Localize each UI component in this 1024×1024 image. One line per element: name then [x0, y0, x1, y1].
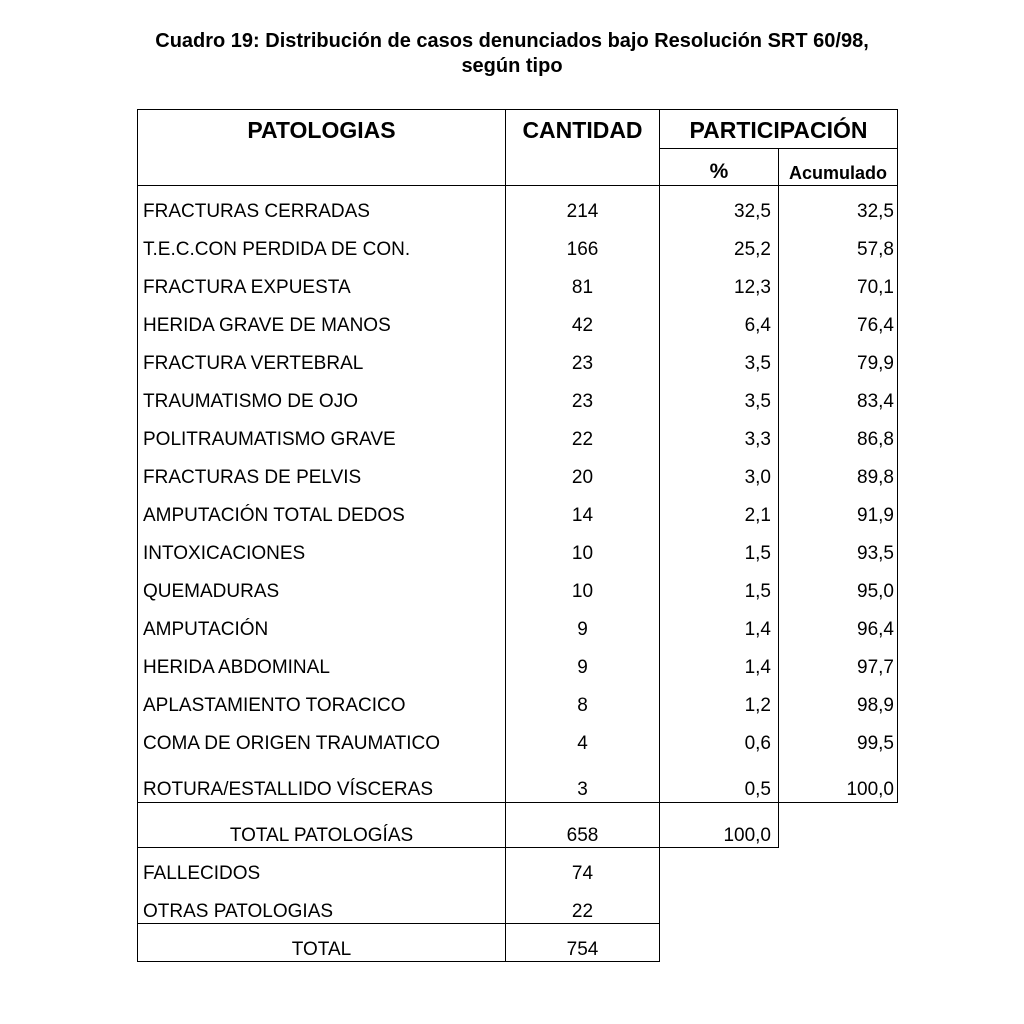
- row-acumulado: 57,8: [857, 239, 894, 260]
- row-percent: 1,2: [744, 695, 771, 716]
- row-percent: 3,3: [744, 429, 771, 450]
- row-acumulado: 97,7: [857, 657, 894, 678]
- row-label: HERIDA GRAVE DE MANOS: [143, 315, 391, 336]
- fallecidos-cantidad: 74: [571, 863, 594, 884]
- row-percent: 0,5: [744, 779, 771, 800]
- row-label: FRACTURAS CERRADAS: [143, 201, 370, 222]
- table-border: [137, 923, 660, 924]
- row-acumulado: 86,8: [857, 429, 894, 450]
- row-label: AMPUTACIÓN: [143, 619, 269, 640]
- table-border: [137, 109, 898, 110]
- row-cantidad: 8: [577, 695, 588, 716]
- row-label: FRACTURAS DE PELVIS: [143, 467, 362, 488]
- row-acumulado: 76,4: [857, 315, 894, 336]
- total-patologias-cantidad: 658: [566, 825, 599, 846]
- header-participacion: PARTICIPACIÓN: [689, 117, 868, 143]
- table-border: [137, 847, 779, 848]
- row-acumulado: 32,5: [857, 201, 894, 222]
- row-label: FRACTURA VERTEBRAL: [143, 353, 364, 374]
- row-cantidad: 3: [577, 779, 588, 800]
- table-border: [660, 148, 898, 149]
- row-cantidad: 166: [566, 239, 599, 260]
- row-cantidad: 214: [566, 201, 599, 222]
- row-acumulado: 99,5: [857, 733, 894, 754]
- row-percent: 3,0: [744, 467, 771, 488]
- row-cantidad: 9: [577, 619, 588, 640]
- row-cantidad: 81: [571, 277, 594, 298]
- row-cantidad: 9: [577, 657, 588, 678]
- row-label: T.E.C.CON PERDIDA DE CON.: [143, 239, 411, 260]
- row-percent: 6,4: [744, 315, 771, 336]
- total-cantidad: 754: [566, 939, 599, 960]
- row-label: QUEMADURAS: [143, 581, 280, 602]
- row-percent: 25,2: [734, 239, 771, 260]
- row-acumulado: 83,4: [857, 391, 894, 412]
- otras-patologias-label: OTRAS PATOLOGIAS: [143, 901, 334, 922]
- row-label: TRAUMATISMO DE OJO: [143, 391, 358, 412]
- row-label: COMA DE ORIGEN TRAUMATICO: [143, 733, 440, 754]
- otras-patologias-cantidad: 22: [571, 901, 594, 922]
- row-cantidad: 23: [571, 353, 594, 374]
- table-border: [897, 186, 898, 802]
- row-cantidad: 23: [571, 391, 594, 412]
- total-label: TOTAL: [291, 939, 352, 960]
- row-acumulado: 95,0: [857, 581, 894, 602]
- total-patologias-label: TOTAL PATOLOGÍAS: [229, 825, 414, 846]
- row-label: APLASTAMIENTO TORACICO: [143, 695, 406, 716]
- row-label: ROTURA/ESTALLIDO VÍSCERAS: [143, 779, 433, 800]
- table-border: [897, 109, 898, 186]
- row-percent: 1,4: [744, 657, 771, 678]
- table-title-line-2: según tipo: [461, 55, 563, 77]
- row-label: POLITRAUMATISMO GRAVE: [143, 429, 396, 450]
- row-acumulado: 70,1: [857, 277, 894, 298]
- row-acumulado: 89,8: [857, 467, 894, 488]
- row-acumulado: 91,9: [857, 505, 894, 526]
- row-percent: 1,5: [744, 543, 771, 564]
- row-cantidad: 22: [571, 429, 594, 450]
- row-percent: 0,6: [744, 733, 771, 754]
- row-percent: 3,5: [744, 353, 771, 374]
- row-cantidad: 4: [577, 733, 588, 754]
- row-cantidad: 14: [571, 505, 594, 526]
- header-patologias: PATOLOGIAS: [247, 117, 396, 143]
- row-percent: 12,3: [734, 277, 771, 298]
- row-acumulado: 79,9: [857, 353, 894, 374]
- table-border: [137, 185, 898, 186]
- table-title-line-1: Cuadro 19: Distribución de casos denunciados bajo Resolución SRT 60/98,: [155, 30, 869, 52]
- fallecidos-label: FALLECIDOS: [143, 863, 261, 884]
- row-label: FRACTURA EXPUESTA: [143, 277, 351, 298]
- row-acumulado: 96,4: [857, 619, 894, 640]
- row-cantidad: 10: [571, 581, 594, 602]
- row-percent: 3,5: [744, 391, 771, 412]
- row-percent: 2,1: [744, 505, 771, 526]
- row-percent: 1,5: [744, 581, 771, 602]
- row-label: AMPUTACIÓN TOTAL DEDOS: [143, 505, 405, 526]
- header-cantidad: CANTIDAD: [522, 117, 643, 143]
- row-label: HERIDA ABDOMINAL: [143, 657, 330, 678]
- header-percent: %: [709, 160, 729, 183]
- row-percent: 1,4: [744, 619, 771, 640]
- row-cantidad: 42: [571, 315, 594, 336]
- row-label: INTOXICACIONES: [143, 543, 306, 564]
- row-acumulado: 100,0: [846, 779, 894, 800]
- row-acumulado: 98,9: [857, 695, 894, 716]
- total-patologias-percent: 100,0: [723, 825, 771, 846]
- table-border: [137, 961, 660, 962]
- row-cantidad: 10: [571, 543, 594, 564]
- table-border: [137, 802, 898, 803]
- header-acumulado: Acumulado: [788, 163, 887, 183]
- row-percent: 32,5: [734, 201, 771, 222]
- row-acumulado: 93,5: [857, 543, 894, 564]
- row-cantidad: 20: [571, 467, 594, 488]
